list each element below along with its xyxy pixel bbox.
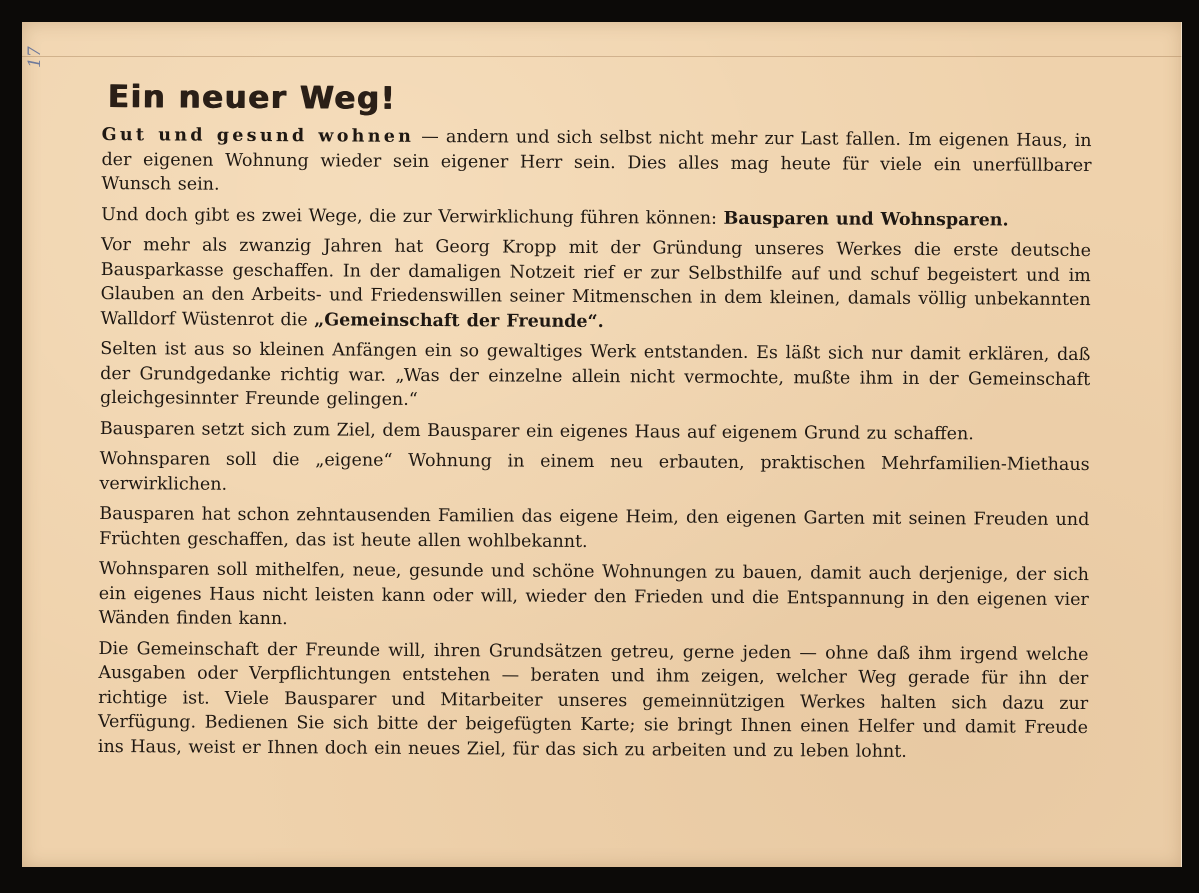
- paragraph-history: [100, 233, 1091, 337]
- paragraph-two-ways: [101, 202, 1091, 233]
- history-text: Vor mehr als zwanzig Jahren hat Georg Kropp mit der Gründung unseres Werkes die erste deutsche Bausparkasse geschaffen. In der damaligen Notzeit rief er zur Selbsthilfe auf und schuf begeistert und im Glauben an den Arbeits- und Friedenswillen seiner Mitmenschen in dem kleinen, damals völlig unbekannten Walldorf Wüstenrot die: [100, 234, 1092, 330]
- intro-lead-phrase: Gut und gesund wohnen: [101, 124, 415, 147]
- paragraph-bausparen-success: Bausparen hat schon zehntausenden Familien das eigene Heim, den eigenen Garten mit seinen Freuden und Früchten geschaffen, das ist heute allen wohlbekannt.: [99, 503, 1090, 552]
- fold-line: [22, 56, 1182, 57]
- printed-card: [22, 22, 1182, 867]
- two-ways-text: Und doch gibt es zwei Wege, die zur Verwirklichung führen können:: [101, 204, 724, 229]
- two-ways-bold: Bausparen und Wohnsparen.: [723, 208, 1009, 231]
- card-text-body: [98, 77, 1092, 771]
- handwritten-corner-mark: 17: [25, 46, 45, 68]
- paragraph-bausparen-goal: Bausparen setzt sich zum Ziel, dem Bausparer ein eigenes Haus auf eigenem Grund zu schaffen.: [99, 418, 974, 444]
- card-heading: Ein neuer Weg!: [107, 79, 397, 117]
- paragraph-wohnsparen-goal: Wohnsparen soll die „eigene“ Wohnung in einem neu erbauten, praktischen Mehrfamilien-Miethaus verwirklichen.: [99, 448, 1090, 495]
- paragraph-wohnsparen-help: Wohnsparen soll mithelfen, neue, gesunde und schöne Wohnungen zu bauen, damit auch derjenige, der sich ein eigenes Haus nicht leisten kann oder will, wieder den Frieden und die Entspannung in den eigenen vier Wänden finden kann.: [98, 558, 1090, 630]
- history-bold: „Gemeinschaft der Freunde“.: [314, 309, 604, 332]
- card-edge: [1181, 22, 1182, 867]
- paragraph-intro: [101, 123, 1091, 203]
- paragraph-closing: Die Gemeinschaft der Freunde will, ihren Grundsätzen getreu, gerne jeden — ohne daß ihm irgend welche Ausgaben oder Verpflichtungen entstehen — beraten und ihm zeigen, welcher Weg gerade für ihn der richtige ist. Viele Bausparer und Mitarbeiter unseres gemeinnützigen Werkes halten sich dazu zur Verfügung. Bedienen Sie sich bitte der beigefügten Karte; sie bringt Ihnen einen Helfer und damit Freude ins Haus, weist er Ihnen doch ein neues Ziel, für das sich zu arbeiten und zu leben lohnt.: [97, 638, 1089, 762]
- intro-text: — andern und sich selbst nicht mehr zur Last fallen. Im eigenen Haus, in der eigenen Wohnung wieder sein eigener Herr sein. Dies alles mag heute für viele ein unerfüllbarer Wunsch sein.: [101, 126, 1092, 195]
- paragraph-origins: Selten ist aus so kleinen Anfängen ein so gewaltiges Werk entstanden. Es läßt sich nur damit erklären, daß der Grundgedanke richtig war. „Was der einzelne allein nicht vermochte, mußte ihm in der Gemeinschaft gleichgesinnter Freunde gelingen.“: [99, 338, 1091, 410]
